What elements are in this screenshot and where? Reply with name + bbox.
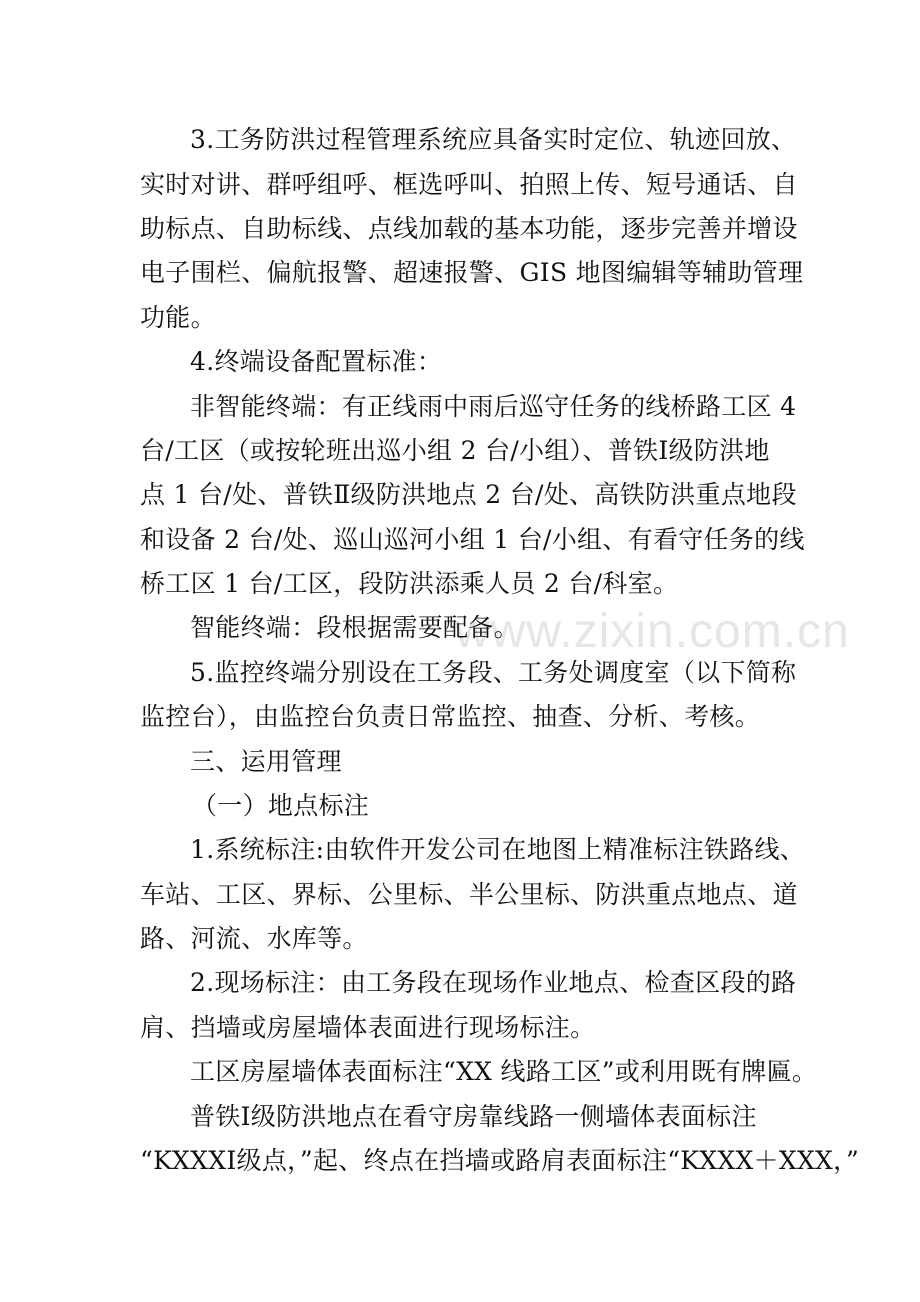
text-line: 点 1 台/处、普铁Ⅱ级防洪地点 2 台/处、高铁防洪重点地段 [140,480,797,509]
subsection-heading: （一）地点标注 [192,791,370,820]
text-line: 5.监控终端分别设在工务段、工务处调度室（以下简称 [190,658,797,687]
text-line: 3.工务防洪过程管理系统应具备实时定位、轨迹回放、 [190,125,797,154]
text-line: 和设备 2 台/处、巡山巡河小组 1 台/小组、有看守任务的线 [140,525,805,554]
text-line: 路、河流、水库等。 [140,924,368,953]
text-line: 电子围栏、偏航报警、超速报警、GIS 地图编辑等辅助管理 [140,258,804,287]
text-line: 台/工区（或按轮班出巡小组 2 台/小组）、普铁Ⅰ级防洪地 [140,436,770,465]
text-line: “KXXXⅠ级点，”起、终点在挡墙或路肩表面标注“KXXX＋XXX，” [140,1146,860,1175]
text-line: 桥工区 1 台/工区，段防洪添乘人员 2 台/科室。 [140,569,679,598]
text-line: 肩、挡墙或房屋墙体表面进行现场标注。 [140,1013,596,1042]
text-line: 工区房屋墙体表面标注“XX 线路工区”或利用既有牌匾。 [190,1057,818,1086]
text-line: 非智能终端：有正线雨中雨后巡守任务的线桥路工区 4 [190,392,797,421]
text-line: 车站、工区、界标、公里标、半公里标、防洪重点地点、道 [140,880,798,909]
text-line: 实时对讲、群呼组呼、框选呼叫、拍照上传、短号通话、自 [140,170,798,199]
text-line: 2.现场标注：由工务段在现场作业地点、检查区段的路 [190,968,797,997]
text-line: 普铁Ⅰ级防洪地点在看守房靠线路一侧墙体表面标注 [190,1102,757,1131]
text-line: 智能终端：段根据需要配备。 [190,613,519,642]
section-heading: 三、运用管理 [190,747,342,776]
text-line: 监控台），由监控台负责日常监控、抽查、分析、考核。 [140,702,761,731]
text-line: 4.终端设备配置标准： [190,347,443,376]
text-line: 1.系统标注:由软件开发公司在地图上精准标注铁路线、 [190,835,806,864]
text-line: 助标点、自助标线、点线加载的基本功能，逐步完善并增设 [140,214,798,243]
text-line: 功能。 [140,303,216,332]
watermark: www.zixin.com.cn [455,605,850,658]
